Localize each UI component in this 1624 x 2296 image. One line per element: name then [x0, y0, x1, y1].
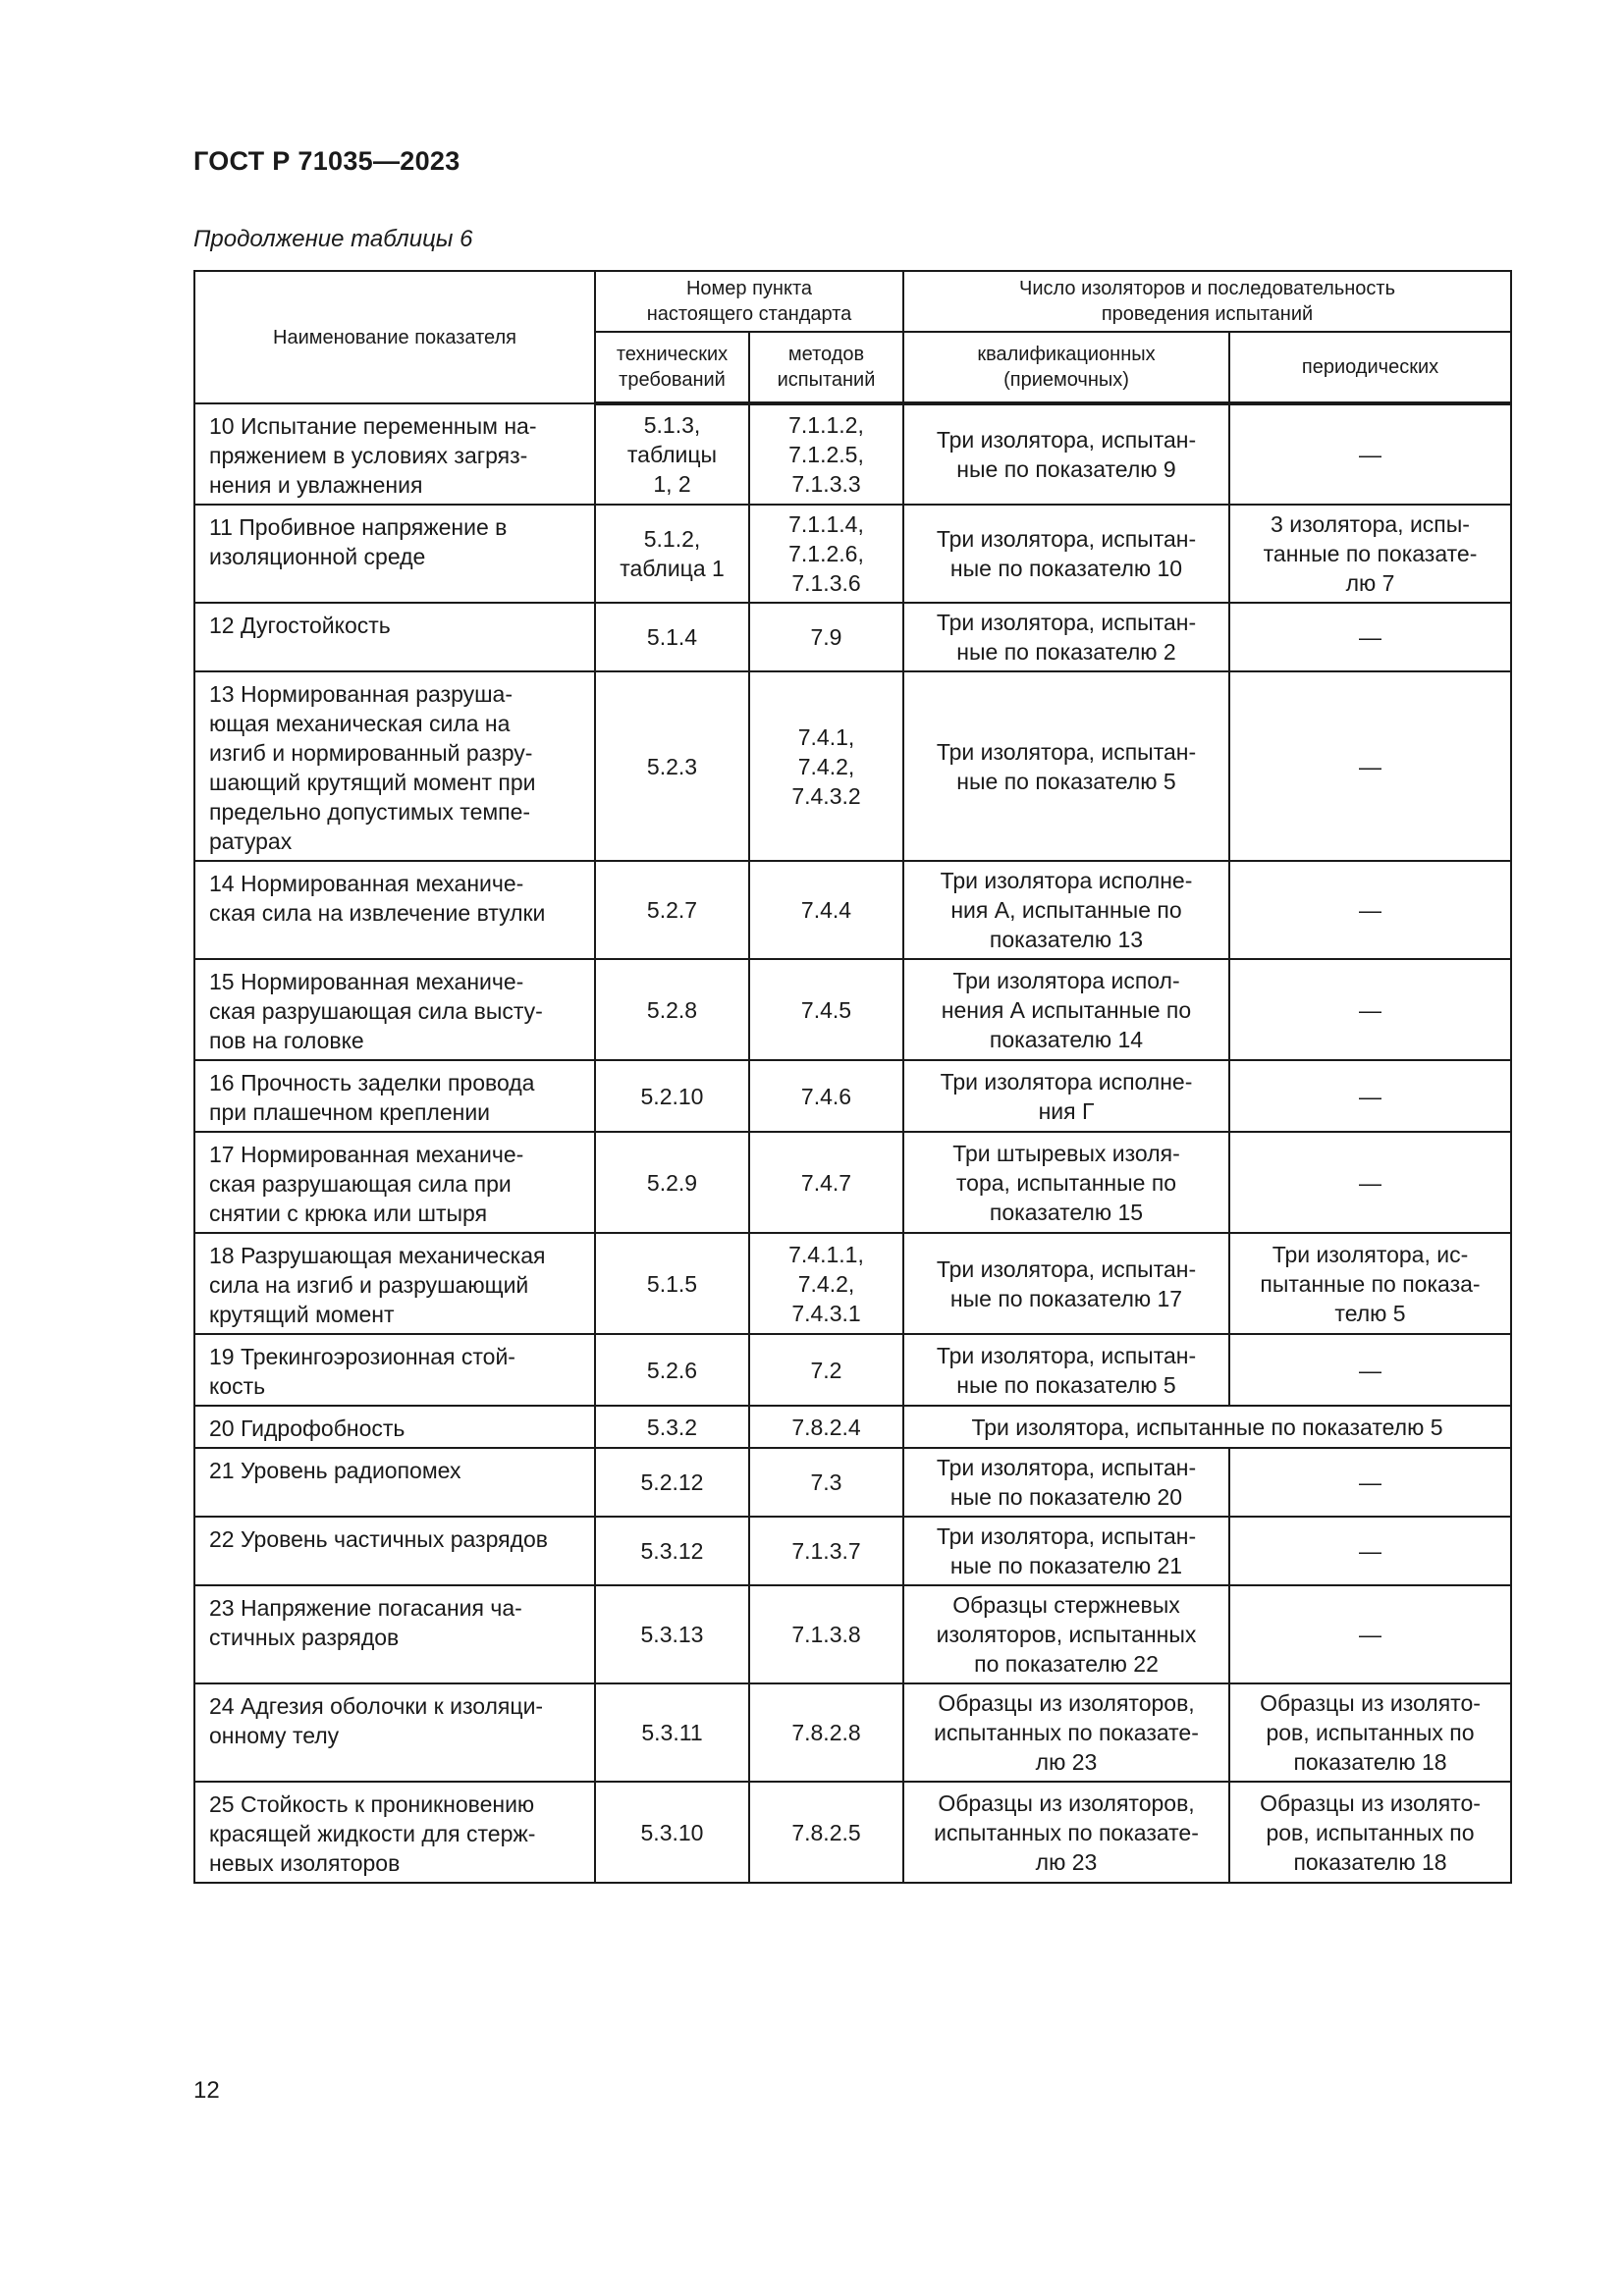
indicator-name-cell: 18 Разрушающая механическая сила на изгиб и разрушающий крутящий момент	[194, 1233, 595, 1334]
indicator-name-cell: 25 Стойкость к проникновению красящей жидкости для стерж- невых изоляторов	[194, 1782, 595, 1883]
table-caption: Продолжение таблицы 6	[193, 226, 473, 252]
test-methods-cell: 7.3	[749, 1448, 903, 1517]
tech-requirements-cell: 5.1.3, таблицы 1, 2	[595, 403, 749, 505]
indicators-table	[193, 270, 1512, 1884]
table-row	[194, 1132, 1511, 1233]
indicator-name-cell: 19 Трекингоэрозионная стой- кость	[194, 1334, 595, 1406]
test-methods-cell: 7.1.1.2, 7.1.2.5, 7.1.3.3	[749, 403, 903, 505]
header-clause-group: Номер пункта настоящего стандарта	[595, 271, 903, 332]
table-row	[194, 403, 1511, 505]
header-test-methods: методов испытаний	[749, 332, 903, 403]
periodic-cell: Образцы из изолято- ров, испытанных по показателю 18	[1229, 1683, 1511, 1782]
tech-requirements-cell: 5.1.2, таблица 1	[595, 505, 749, 603]
header-tests-group: Число изоляторов и последовательность проведения испытаний	[903, 271, 1511, 332]
qualification-cell: Три изолятора, испытан- ные по показателю 10	[903, 505, 1229, 603]
test-methods-cell: 7.4.1.1, 7.4.2, 7.4.3.1	[749, 1233, 903, 1334]
header-tech-requirements: технических требований	[595, 332, 749, 403]
test-methods-cell: 7.4.6	[749, 1060, 903, 1132]
test-methods-cell: 7.9	[749, 603, 903, 671]
header-qualification: квалификационных (приемочных)	[903, 332, 1229, 403]
indicator-name-cell: 24 Адгезия оболочки к изоляци- онному телу	[194, 1683, 595, 1782]
qualification-cell: Три изолятора, испытан- ные по показателю 5	[903, 1334, 1229, 1406]
periodic-cell: —	[1229, 403, 1511, 505]
qualification-cell: Три штыревых изоля- тора, испытанные по показателю 15	[903, 1132, 1229, 1233]
test-methods-cell: 7.8.2.5	[749, 1782, 903, 1883]
table-row	[194, 1585, 1511, 1683]
tech-requirements-cell: 5.2.6	[595, 1334, 749, 1406]
table-row	[194, 1233, 1511, 1334]
table-row	[194, 1683, 1511, 1782]
tech-requirements-cell: 5.2.8	[595, 959, 749, 1060]
header-periodic: периодических	[1229, 332, 1511, 403]
table-row	[194, 1406, 1511, 1448]
header-indicator-name: Наименование показателя	[194, 271, 595, 403]
periodic-cell: Образцы из изолято- ров, испытанных по показателю 18	[1229, 1782, 1511, 1883]
table-row	[194, 1448, 1511, 1517]
indicator-name-cell: 23 Напряжение погасания ча- стичных разрядов	[194, 1585, 595, 1683]
periodic-cell: —	[1229, 861, 1511, 959]
indicator-name-cell: 13 Нормированная разруша- ющая механическая сила на изгиб и нормированный разру- шающий крутящий момент при предельно допустимых темпе- ратурах	[194, 671, 595, 861]
test-methods-cell: 7.2	[749, 1334, 903, 1406]
tech-requirements-cell: 5.2.3	[595, 671, 749, 861]
test-methods-cell: 7.1.3.7	[749, 1517, 903, 1585]
indicator-name-cell: 20 Гидрофобность	[194, 1406, 595, 1448]
tech-requirements-cell: 5.2.7	[595, 861, 749, 959]
test-methods-cell: 7.8.2.8	[749, 1683, 903, 1782]
qualification-cell: Образцы стержневых изоляторов, испытанных по показателю 22	[903, 1585, 1229, 1683]
qualification-cell: Образцы из изоляторов, испытанных по показате- лю 23	[903, 1782, 1229, 1883]
document-header: ГОСТ Р 71035—2023	[193, 146, 460, 176]
table-row	[194, 1782, 1511, 1883]
tech-requirements-cell: 5.2.10	[595, 1060, 749, 1132]
qualification-periodic-merged-cell: Три изолятора, испытанные по показателю 5	[903, 1406, 1511, 1448]
table-row	[194, 861, 1511, 959]
table-row	[194, 1517, 1511, 1585]
qualification-cell: Три изолятора испол- нения А испытанные по показателю 14	[903, 959, 1229, 1060]
table-row	[194, 671, 1511, 861]
tech-requirements-cell: 5.2.9	[595, 1132, 749, 1233]
qualification-cell: Три изолятора, испытан- ные по показателю 20	[903, 1448, 1229, 1517]
indicator-name-cell: 14 Нормированная механиче- ская сила на извлечение втулки	[194, 861, 595, 959]
test-methods-cell: 7.1.3.8	[749, 1585, 903, 1683]
periodic-cell: —	[1229, 603, 1511, 671]
table-container	[193, 270, 1512, 1884]
table-row	[194, 1334, 1511, 1406]
periodic-cell: —	[1229, 1517, 1511, 1585]
test-methods-cell: 7.4.7	[749, 1132, 903, 1233]
indicator-name-cell: 22 Уровень частичных разрядов	[194, 1517, 595, 1585]
tech-requirements-cell: 5.3.10	[595, 1782, 749, 1883]
tech-requirements-cell: 5.2.12	[595, 1448, 749, 1517]
qualification-cell: Три изолятора исполне- ния Г	[903, 1060, 1229, 1132]
table-row	[194, 1060, 1511, 1132]
periodic-cell: —	[1229, 671, 1511, 861]
page-number: 12	[193, 2077, 220, 2104]
qualification-cell: Три изолятора исполне- ния А, испытанные по показателю 13	[903, 861, 1229, 959]
periodic-cell: 3 изолятора, испы- танные по показате- лю 7	[1229, 505, 1511, 603]
test-methods-cell: 7.4.1, 7.4.2, 7.4.3.2	[749, 671, 903, 861]
indicator-name-cell: 21 Уровень радиопомех	[194, 1448, 595, 1517]
table-row	[194, 603, 1511, 671]
test-methods-cell: 7.4.5	[749, 959, 903, 1060]
periodic-cell: —	[1229, 1585, 1511, 1683]
tech-requirements-cell: 5.1.5	[595, 1233, 749, 1334]
periodic-cell: —	[1229, 1060, 1511, 1132]
indicator-name-cell: 17 Нормированная механиче- ская разрушающая сила при снятии с крюка или штыря	[194, 1132, 595, 1233]
table-row	[194, 505, 1511, 603]
tech-requirements-cell: 5.3.13	[595, 1585, 749, 1683]
periodic-cell: —	[1229, 1132, 1511, 1233]
periodic-cell: Три изолятора, ис- пытанные по показа- телю 5	[1229, 1233, 1511, 1334]
indicator-name-cell: 16 Прочность заделки провода при плашечном креплении	[194, 1060, 595, 1132]
periodic-cell: —	[1229, 1334, 1511, 1406]
indicator-name-cell: 15 Нормированная механиче- ская разрушающая сила высту- пов на головке	[194, 959, 595, 1060]
test-methods-cell: 7.4.4	[749, 861, 903, 959]
periodic-cell: —	[1229, 1448, 1511, 1517]
tech-requirements-cell: 5.3.12	[595, 1517, 749, 1585]
indicator-name-cell: 11 Пробивное напряжение в изоляционной среде	[194, 505, 595, 603]
qualification-cell: Три изолятора, испытан- ные по показателю 2	[903, 603, 1229, 671]
tech-requirements-cell: 5.3.11	[595, 1683, 749, 1782]
tech-requirements-cell: 5.3.2	[595, 1406, 749, 1448]
table-row	[194, 959, 1511, 1060]
qualification-cell: Образцы из изоляторов, испытанных по показате- лю 23	[903, 1683, 1229, 1782]
table-body	[194, 403, 1511, 1883]
test-methods-cell: 7.8.2.4	[749, 1406, 903, 1448]
periodic-cell: —	[1229, 959, 1511, 1060]
qualification-cell: Три изолятора, испытан- ные по показателю 17	[903, 1233, 1229, 1334]
qualification-cell: Три изолятора, испытан- ные по показателю 21	[903, 1517, 1229, 1585]
qualification-cell: Три изолятора, испытан- ные по показателю 5	[903, 671, 1229, 861]
test-methods-cell: 7.1.1.4, 7.1.2.6, 7.1.3.6	[749, 505, 903, 603]
indicator-name-cell: 10 Испытание переменным на- пряжением в условиях загряз- нения и увлажнения	[194, 403, 595, 505]
tech-requirements-cell: 5.1.4	[595, 603, 749, 671]
qualification-cell: Три изолятора, испытан- ные по показателю 9	[903, 403, 1229, 505]
indicator-name-cell: 12 Дугостойкость	[194, 603, 595, 671]
